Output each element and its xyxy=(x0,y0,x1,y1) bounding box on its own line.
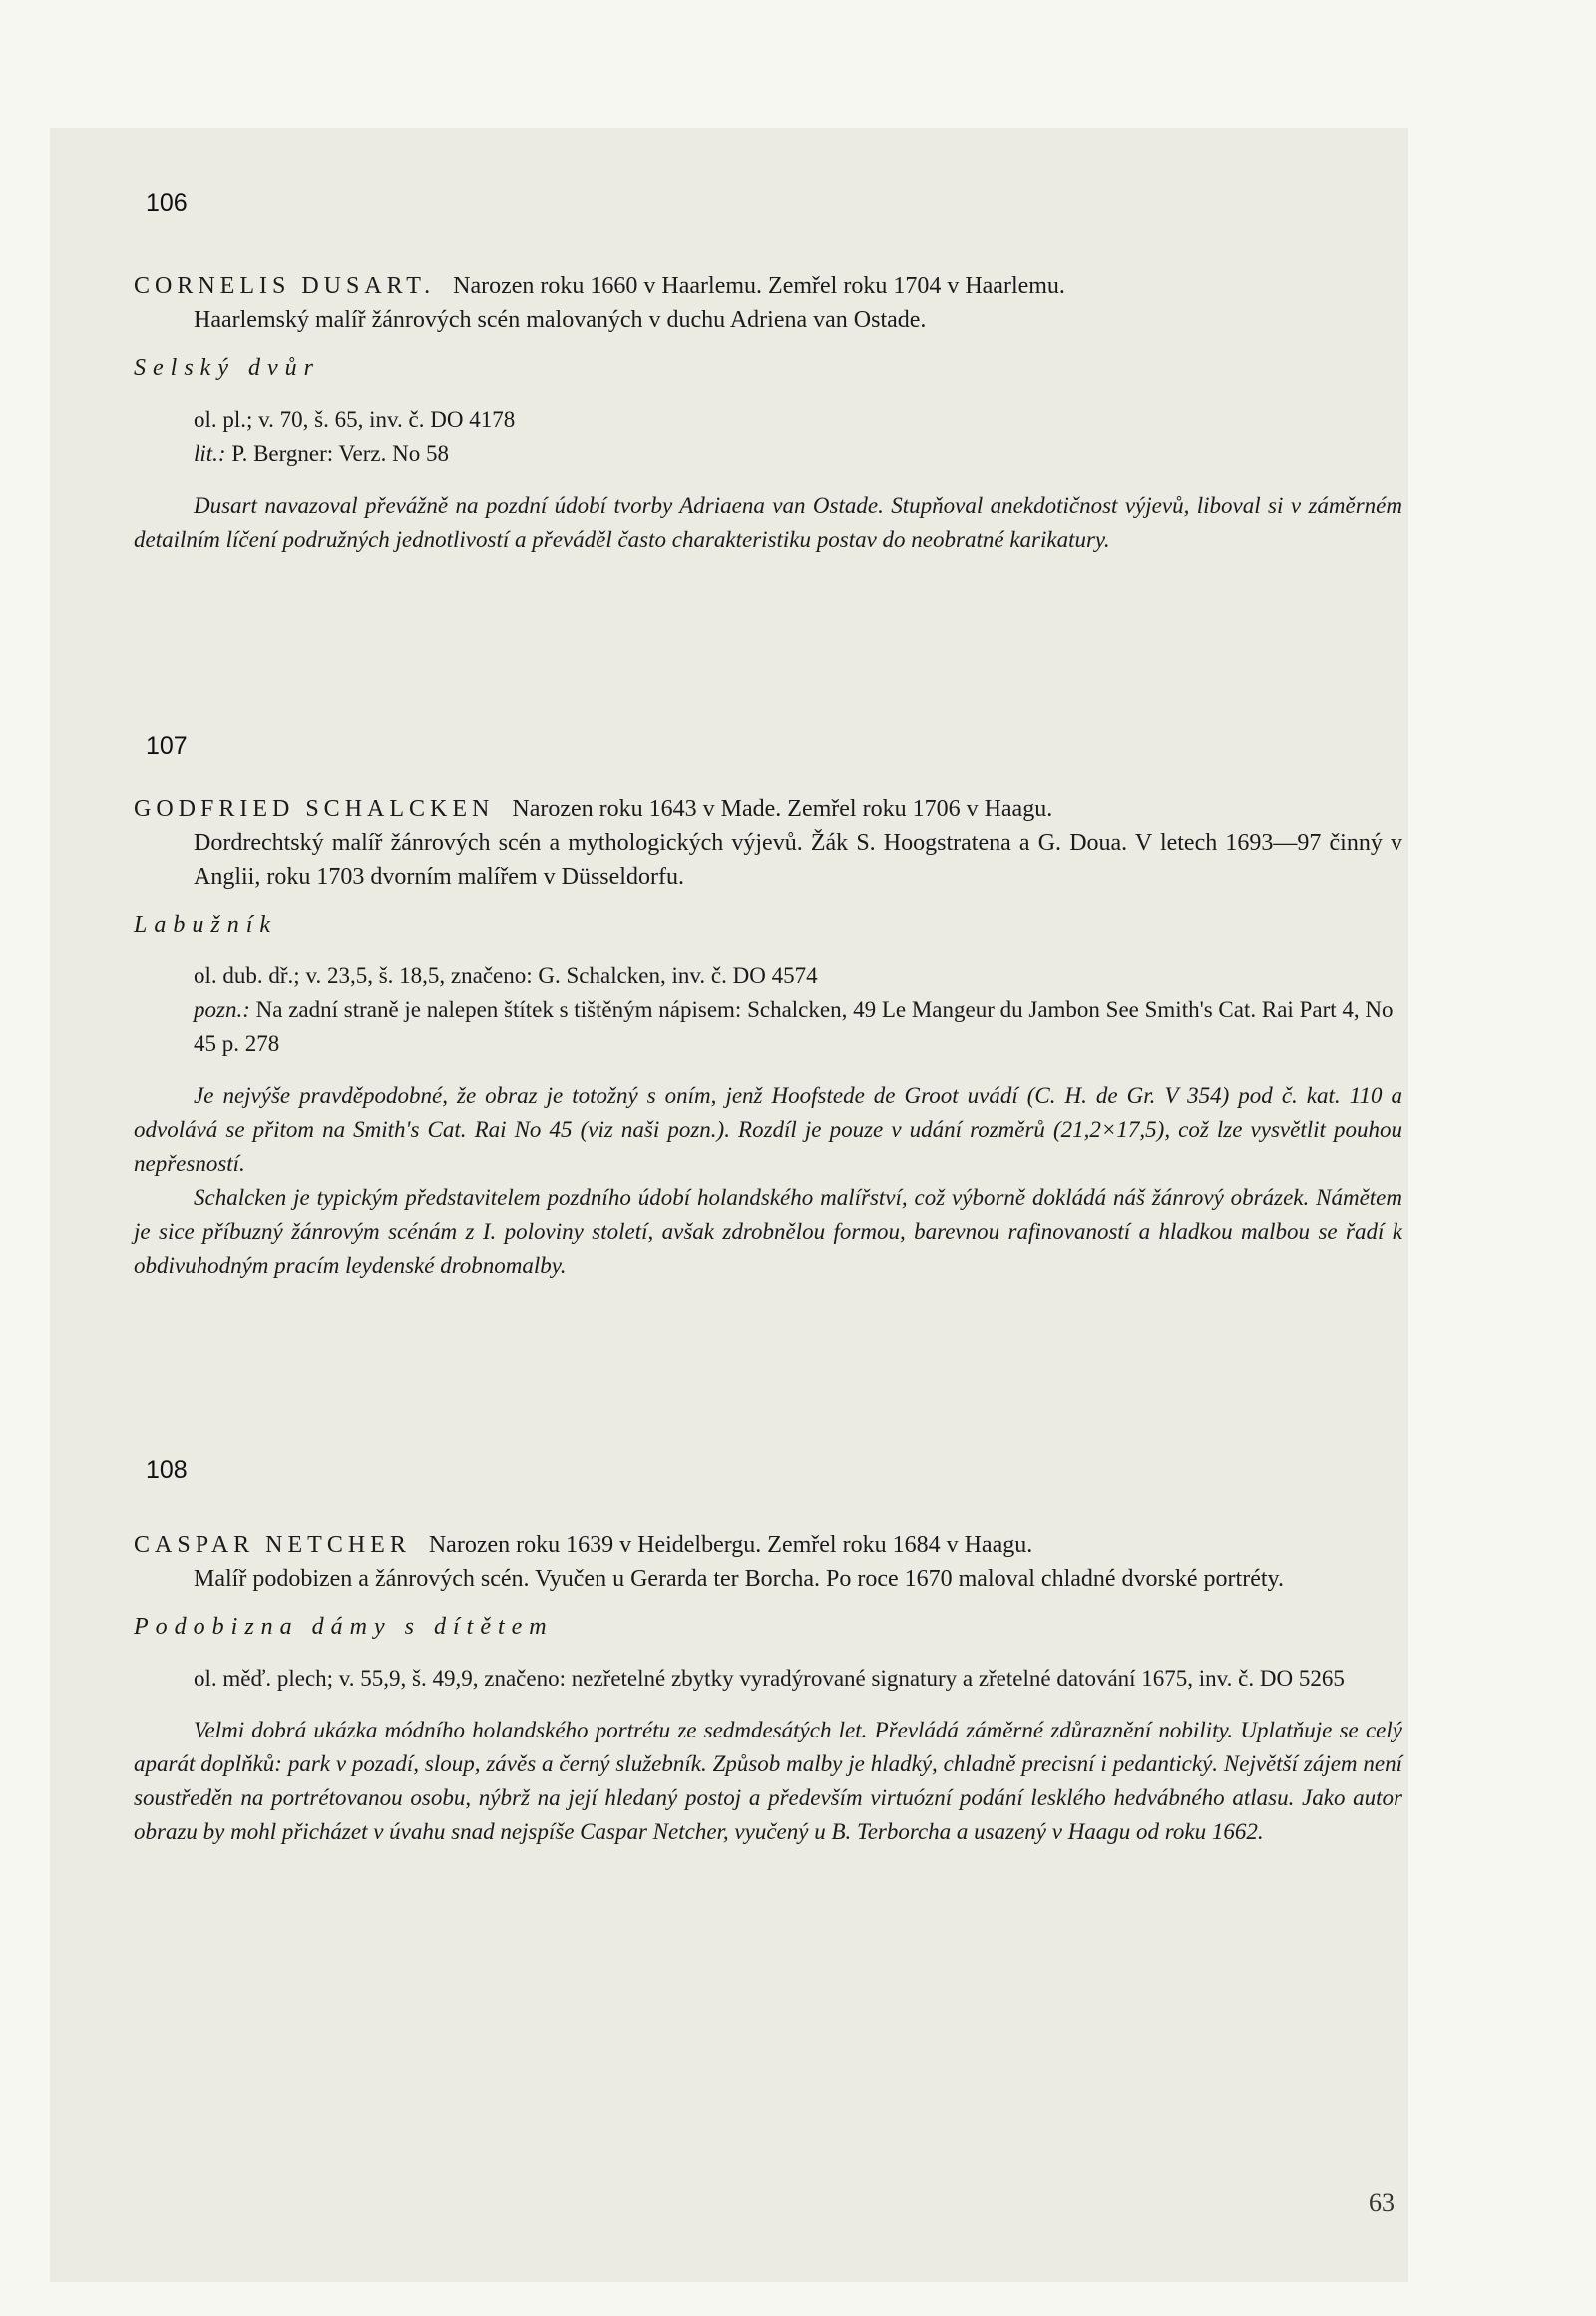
entry-number: 106 xyxy=(146,190,188,217)
artwork-details xyxy=(134,403,1402,471)
artwork-literature xyxy=(194,437,1402,471)
page-number: 63 xyxy=(1369,2188,1395,2217)
artwork-title: Labužník xyxy=(134,912,278,938)
label: pozn.: xyxy=(194,997,250,1022)
commentary xyxy=(134,489,1402,557)
artwork-title: Podobizna dámy s dítětem xyxy=(134,1614,554,1640)
artist-bio: Malíř podobizen a žánrových scén. Vyučen u Gerarda ter Borcha. Po roce 1670 maloval chladné dvorské portréty. xyxy=(194,1566,1284,1592)
artist-name: CASPAR NETCHER xyxy=(134,1532,411,1558)
artist-bio: Dordrechtský malíř žánrových scén a mythologických výjevů. Žák S. Hoogstratena a G. Doua. V letech 1693—97 činný v Anglii, roku 1703 dvorním malířem v Düsseldorfu. xyxy=(194,830,1402,890)
commentary xyxy=(134,1079,1402,1283)
artwork-details xyxy=(134,960,1402,1061)
artist-life: Narozen roku 1639 v Heidelbergu. Zemřel roku 1684 v Haagu. xyxy=(428,1532,1033,1558)
artwork-note xyxy=(194,993,1402,1061)
artist-name: GODFRIED SCHALCKEN xyxy=(134,796,495,822)
artwork-technique: ol. měď. plech; v. 55,9, š. 49,9, značeno: nezřetelné zbytky vyradýrované signatury a zřetelné datování 1675, inv. č. DO 5265 xyxy=(194,1666,1345,1691)
artist-heading xyxy=(134,269,1402,337)
commentary xyxy=(134,1714,1402,1849)
artist-name: CORNELIS DUSART. xyxy=(134,273,436,299)
commentary-paragraph: Dusart navazoval převážně na pozdní údobí tvorby Adriaena van Ostade. Stupňoval anekdotičnost výjevů, liboval si v záměrném detailním líčení podružných jednotlivostí a převáděl často charakteristiku postav do neobratné karikatury. xyxy=(134,493,1402,552)
commentary-paragraph: Velmi dobrá ukázka módního holandského portrétu ze sedmdesátých let. Převládá záměrné zdůraznění nobility. Uplatňuje se celý aparát doplňků: park v pozadí, sloup, závěs a černý služebník. Způsob malby je hladký, chladně precisní i pedantický. Největší zájem není soustředěn na portrétovanou osobu, nýbrž na její hledaný postoj a především virtuózní podání lesklého hedvábného atlasu. Jako autor obrazu by mohl přicházet v úvahu snad nejspíše Caspar Netcher, vyučený u B. Terborcha a usazený v Haagu od roku 1662. xyxy=(134,1718,1402,1844)
entry-number: 108 xyxy=(146,1456,188,1484)
artwork-details xyxy=(134,1662,1402,1696)
artist-life: Narozen roku 1660 v Haarlemu. Zemřel roku 1704 v Haarlemu. xyxy=(453,273,1065,299)
entry-number: 107 xyxy=(146,732,188,760)
commentary-paragraph: Schalcken je typickým představitelem pozdního údobí holandského malířství, což výborně dokládá náš žánrový obrázek. Námětem je sice příbuzný žánrovým scénám z I. poloviny století, avšak zdrobnělou formou, barevnou rafinovaností a hladkou malbou se řadí k obdivuhodným pracím leydenské drobnomalby. xyxy=(134,1185,1402,1278)
artist-heading xyxy=(134,792,1402,894)
artwork-technique: ol. dub. dř.; v. 23,5, š. 18,5, značeno: G. Schalcken, inv. č. DO 4574 xyxy=(194,964,818,988)
catalogue-entry-107 xyxy=(134,792,1402,1283)
artwork-technique: ol. pl.; v. 70, š. 65, inv. č. DO 4178 xyxy=(194,407,516,432)
artist-heading xyxy=(134,1528,1402,1596)
label: lit.: xyxy=(194,441,226,466)
text: P. Bergner: Verz. No 58 xyxy=(225,441,449,466)
artwork-title: Selský dvůr xyxy=(134,355,320,381)
catalogue-entry-108 xyxy=(134,1528,1402,1849)
commentary-paragraph: Je nejvýše pravděpodobné, že obraz je totožný s oním, jenž Hoofstede de Groot uvádí (C. H. de Gr. V 354) pod č. kat. 110 a odvolává se přitom na Smith's Cat. Rai No 45 (viz naši pozn.). Rozdíl je pouze v udání rozměrů (21,2×17,5), což lze vysvětlit pouhou nepřesností. xyxy=(134,1083,1402,1176)
artist-bio: Haarlemský malíř žánrových scén malovaných v duchu Adriena van Ostade. xyxy=(194,307,927,333)
text: Na zadní straně je nalepen štítek s tištěným nápisem: Schalcken, 49 Le Mangeur du Jambon See Smith's Cat. Rai Part 4, No 45 p. 278 xyxy=(194,997,1394,1056)
artist-life: Narozen roku 1643 v Made. Zemřel roku 1706 v Haagu. xyxy=(512,796,1053,822)
page-sheet xyxy=(50,128,1408,2282)
catalogue-entry-106 xyxy=(134,269,1402,557)
